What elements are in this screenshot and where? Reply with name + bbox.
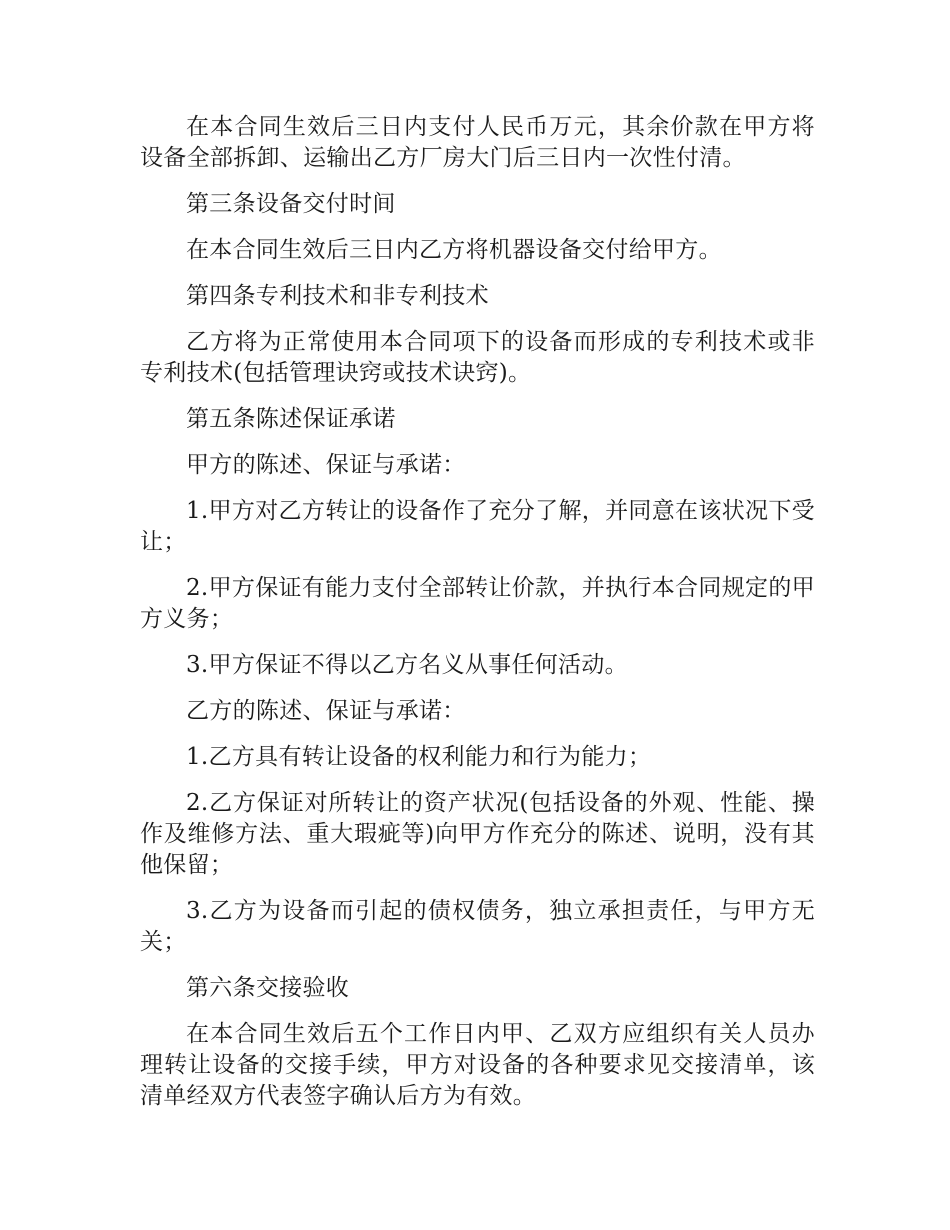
paragraph-patent-tech: 乙方将为正常使用本合同项下的设备而形成的专利技术或非专利技术(包括管理诀窍或技术诀窍)。	[140, 329, 815, 386]
list-item-a1: 1.甲方对乙方转让的设备作了充分了解，并同意在该状况下受让；	[140, 498, 815, 555]
list-item-a2: 2.甲方保证有能力支付全部转让价款，并执行本合同规定的甲方义务；	[140, 575, 815, 632]
subheading-party-b: 乙方的陈述、保证与承诺：	[186, 698, 466, 724]
subheading-party-a: 甲方的陈述、保证与承诺：	[186, 452, 466, 478]
list-item-b2: 2.乙方保证对所转让的资产状况(包括设备的外观、性能、操作及维修方法、重大瑕疵等)向甲方作充分的陈述、说明，没有其他保留；	[140, 790, 815, 878]
document-page	[140, 112, 815, 1127]
list-item-b3: 3.乙方为设备而引起的债权债务，独立承担责任，与甲方无关；	[140, 898, 815, 955]
heading-article-5: 第五条陈述保证承诺	[186, 406, 396, 432]
heading-article-3: 第三条设备交付时间	[186, 191, 396, 217]
list-item-a3: 3.甲方保证不得以乙方名义从事任何活动。	[186, 652, 628, 678]
paragraph-delivery-time: 在本合同生效后三日内乙方将机器设备交付给甲方。	[186, 237, 722, 263]
heading-article-4: 第四条专利技术和非专利技术	[186, 283, 489, 309]
paragraph-handover: 在本合同生效后五个工作日内甲、乙双方应组织有关人员办理转让设备的交接手续，甲方对设备的各种要求见交接清单，该清单经双方代表签字确认后方为有效。	[140, 1021, 815, 1109]
heading-article-6: 第六条交接验收	[186, 975, 350, 1001]
list-item-b1: 1.乙方具有转让设备的权利能力和行为能力；	[186, 744, 652, 770]
paragraph-payment-terms: 在本合同生效后三日内支付人民币万元，其余价款在甲方将设备全部拆卸、运输出乙方厂房大门后三日内一次性付清。	[140, 114, 815, 171]
